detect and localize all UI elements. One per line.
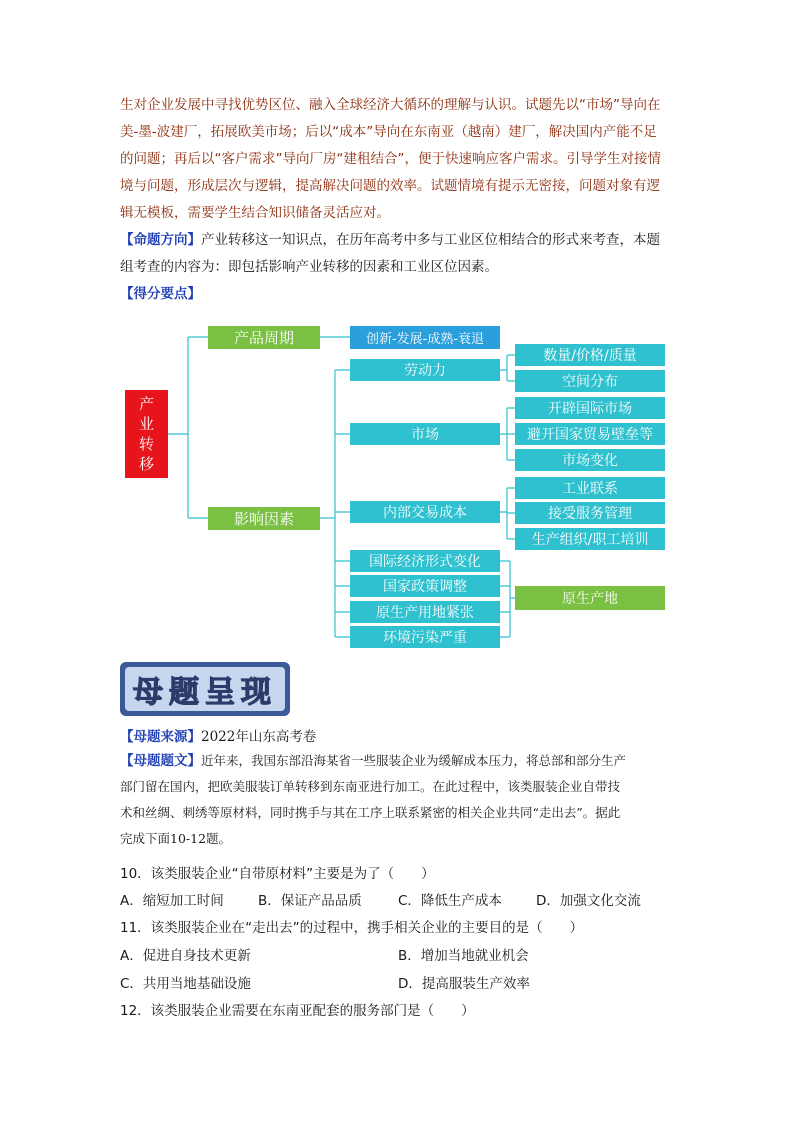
question-stem: 12．该类服装企业需要在东南亚配套的服务部门是（ ） bbox=[120, 1003, 475, 1019]
influences-node: 影响因素 bbox=[208, 507, 320, 530]
market-node: 市场 bbox=[350, 423, 500, 445]
text-line: 完成下面10-12题。 bbox=[120, 831, 232, 846]
points-label: 【得分要点】 bbox=[120, 286, 201, 302]
option: B．增加当地就业机会 bbox=[398, 948, 529, 964]
factor-node: 国际经济形式变化 bbox=[350, 550, 500, 572]
option: A．促进自身技术更新 bbox=[120, 948, 251, 964]
question-stem: 11．该类服装企业在“走出去”的过程中，携手相关企业的主要目的是（ ） bbox=[120, 920, 584, 936]
product-cycle-node: 产品周期 bbox=[208, 326, 320, 349]
mother-source bbox=[120, 725, 316, 745]
text-line: 近年来，我国东部沿海某省一些服装企业为缓解成本压力，将总部和部分生产 bbox=[201, 753, 627, 768]
option: A．缩短加工时间 bbox=[120, 893, 224, 909]
labor-sub-node: 数量/价格/质量 bbox=[515, 344, 665, 366]
intro-line: 的问题；再后以“客户需求”导向厂房“建租结合”，便于快速响应客户需求。引导学生对接情 bbox=[120, 151, 661, 167]
direction-text: 产业转移这一知识点，在历年高考中多与工业区位相结合的形式来考查，本题 bbox=[201, 232, 660, 248]
text-label: 【母题题文】 bbox=[120, 753, 201, 769]
option: C．共用当地基础设施 bbox=[120, 976, 251, 992]
factor-node: 国家政策调整 bbox=[350, 575, 500, 597]
cycle-stages-node: 创新-发展-成熟-衰退 bbox=[350, 326, 500, 349]
market-sub-node: 市场变化 bbox=[515, 449, 665, 471]
text-line: 部门留在国内，把欧美服装订单转移到东南亚进行加工。在此过程中，该类服装企业自带技 bbox=[120, 779, 621, 794]
intro-line: 辑无模板，需要学生结合知识储备灵活应对。 bbox=[120, 205, 390, 221]
intro-line: 美-墨-波建厂，拓展欧美市场；后以“成本”导向在东南亚（越南）建厂，解决国内产能不足 bbox=[120, 124, 657, 140]
market-sub-node: 开辟国际市场 bbox=[515, 397, 665, 419]
factor-node: 原生产用地紧张 bbox=[350, 601, 500, 623]
mother-banner-title: 母题呈现 bbox=[133, 675, 277, 710]
labor-sub-node: 空间分布 bbox=[515, 370, 665, 392]
source-label: 【母题来源】 bbox=[120, 729, 201, 745]
labor-node: 劳动力 bbox=[350, 359, 500, 381]
internal-sub-node: 生产组织/职工培训 bbox=[515, 528, 665, 550]
market-sub-node: 避开国家贸易壁垒等 bbox=[515, 423, 665, 445]
direction-label: 【命题方向】 bbox=[120, 232, 201, 248]
intro-line: 生对企业发展中寻找优势区位、融入全球经济大循环的理解与认识。试题先以“市场”导向在 bbox=[120, 97, 661, 113]
intro-line: 境与问题，形成层次与逻辑，提高解决问题的效率。试题情境有提示无密接，问题对象有逻 bbox=[120, 178, 660, 194]
option: D．加强文化交流 bbox=[536, 893, 641, 909]
option: B．保证产品品质 bbox=[258, 893, 362, 909]
question-stem: 10．该类服装企业“自带原材料”主要是为了（ ） bbox=[120, 866, 435, 882]
source-text: 2022年山东高考卷 bbox=[201, 729, 317, 745]
mother-banner bbox=[120, 662, 290, 716]
mother-text bbox=[120, 748, 676, 852]
origin-node: 原生产地 bbox=[515, 586, 665, 610]
option: C．降低生产成本 bbox=[398, 893, 502, 909]
root-node: 产业转移 bbox=[125, 390, 168, 478]
direction-text-2: 组考查的内容为：即包括影响产业转移的因素和工业区位因素。 bbox=[120, 259, 498, 275]
factor-node: 环境污染严重 bbox=[350, 626, 500, 648]
internal-sub-node: 接受服务管理 bbox=[515, 502, 665, 524]
internal-sub-node: 工业联系 bbox=[515, 477, 665, 499]
text-line: 术和丝绸、刺绣等原材料，同时携手与其在工序上联系紧密的相关企业共同“走出去”。据此 bbox=[120, 805, 621, 820]
internal-cost-node: 内部交易成本 bbox=[350, 501, 500, 523]
option: D．提高服装生产效率 bbox=[398, 976, 530, 992]
